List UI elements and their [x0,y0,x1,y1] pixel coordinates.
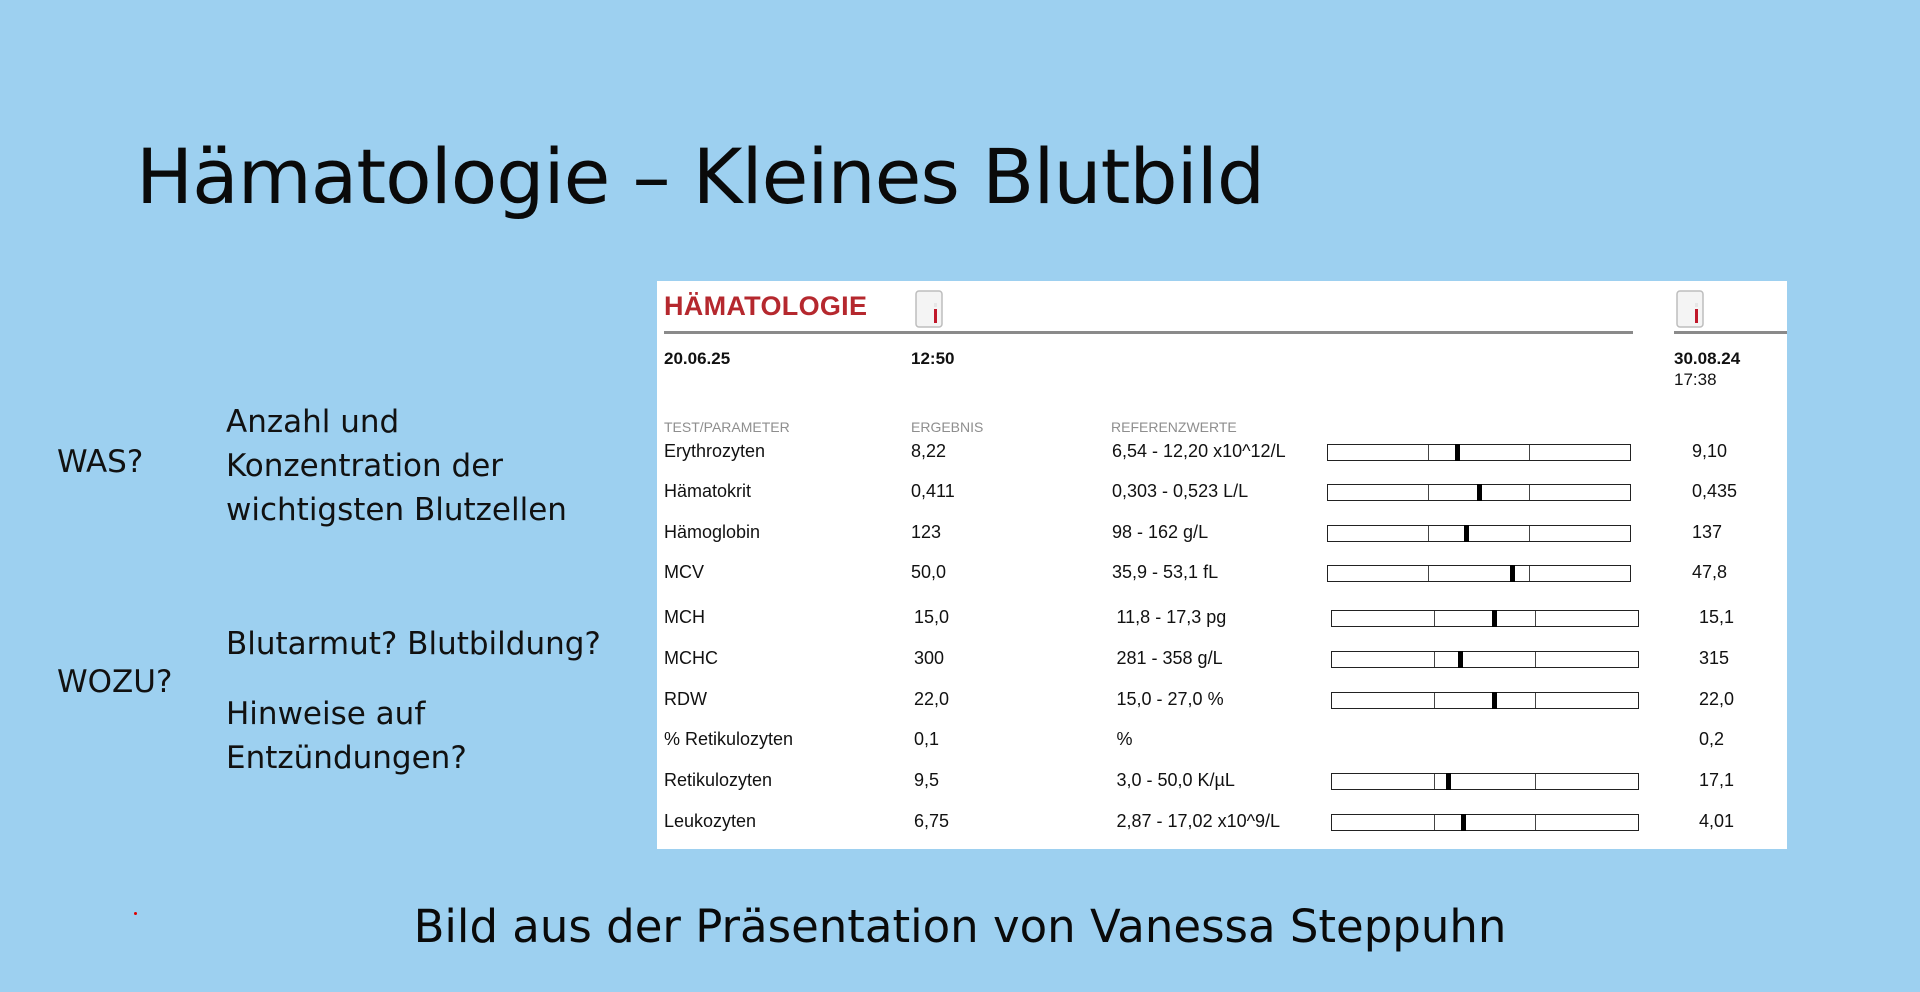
wozu-label: WOZU? [57,664,173,700]
value-marker [1492,692,1497,709]
reference-range-bar [1327,525,1631,542]
reference-range-bar [1331,814,1639,831]
row-result: 9,5 [914,770,940,790]
row-previous-value: 15,1 [1699,607,1735,627]
range-tick [1434,815,1435,830]
row-reference: 6,54 - 12,20 x10^12/L [1112,441,1286,461]
range-tick [1529,526,1530,541]
row-parameter: Hämoglobin [664,522,761,542]
row-reference: 281 - 358 g/L [1116,648,1223,668]
row-result: 0,1 [914,729,940,749]
header-result: ERGEBNIS [911,419,984,435]
row-parameter: Hämatokrit [664,481,752,501]
value-marker [1477,484,1482,501]
row-result: 0,411 [911,481,955,501]
range-tick [1535,815,1536,830]
range-tick [1428,526,1429,541]
value-marker [1510,565,1515,582]
row-reference: 15,0 - 27,0 % [1116,689,1224,709]
range-tick [1434,774,1435,789]
range-tick [1428,485,1429,500]
range-tick [1428,445,1429,460]
wozu-description-2: Hinweise auf Entzündungen? [226,696,467,776]
row-result: 6,75 [914,811,950,831]
row-previous-value: 47,8 [1692,562,1728,582]
row-reference: 98 - 162 g/L [1112,522,1209,542]
row-previous-value: 22,0 [1699,689,1735,709]
range-tick [1529,566,1530,581]
row-result: 123 [911,522,942,542]
row-previous-value: 0,2 [1699,729,1725,749]
was-label: WAS? [57,444,144,480]
row-previous-value: 4,01 [1699,811,1735,831]
report-time: 12:50 [911,349,955,368]
value-marker [1458,651,1463,668]
row-parameter: RDW [664,689,707,709]
row-reference: 2,87 - 17,02 x10^9/L [1116,811,1281,831]
row-result: 300 [914,648,945,668]
range-tick [1535,652,1536,667]
value-marker [1455,444,1460,461]
row-previous-value: 137 [1692,522,1723,542]
row-previous-value: 17,1 [1699,770,1735,790]
range-tick [1529,485,1530,500]
test-tube-icon-previous [1674,289,1706,329]
lab-report-panel [657,281,1787,849]
row-reference: 0,303 - 0,523 L/L [1112,481,1249,501]
row-previous-value: 315 [1699,648,1730,668]
row-parameter: MCV [664,562,704,582]
previous-date: 30.08.24 [1674,349,1741,368]
slide-title: Hämatologie – Kleines Blutbild [136,132,1265,221]
image-caption: Bild aus der Präsentation von Vanessa Steppuhn [413,900,1507,953]
row-previous-value: 9,10 [1692,441,1728,461]
row-parameter: Erythrozyten [664,441,766,461]
row-reference: 35,9 - 53,1 fL [1112,562,1219,582]
header-parameter: TEST/PARAMETER [664,419,790,435]
row-result: 15,0 [914,607,950,627]
value-marker [1446,773,1451,790]
row-reference: % [1116,729,1133,749]
range-tick [1535,611,1536,626]
reference-range-bar [1331,692,1639,709]
value-marker [1492,610,1497,627]
row-reference: 3,0 - 50,0 K/µL [1116,770,1235,790]
reference-range-bar [1327,484,1631,501]
row-parameter: MCH [664,607,705,627]
range-tick [1529,445,1530,460]
heading-rule [664,331,1633,334]
reference-range-bar [1327,444,1631,461]
report-date: 20.06.25 [664,349,731,368]
wozu-description-1: Blutarmut? Blutbildung? [226,626,601,662]
row-reference: 11,8 - 17,3 pg [1116,607,1227,627]
row-previous-value: 0,435 [1692,481,1738,501]
reference-range-bar [1331,651,1639,668]
row-parameter: Retikulozyten [664,770,773,790]
range-tick [1434,693,1435,708]
reference-range-bar [1331,610,1639,627]
range-tick [1428,566,1429,581]
row-parameter: % Retikulozyten [664,729,794,749]
row-result: 50,0 [911,562,947,582]
was-description: Anzahl und Konzentration der wichtigsten Blutzellen [226,404,567,528]
range-tick [1434,611,1435,626]
range-tick [1535,774,1536,789]
row-result: 22,0 [914,689,950,709]
reference-range-bar [1331,773,1639,790]
previous-time: 17:38 [1674,370,1717,389]
test-tube-icon [913,289,945,329]
value-marker [1464,525,1469,542]
value-marker [1461,814,1466,831]
report-heading: HÄMATOLOGIE [664,291,868,321]
header-reference: REFERENZWERTE [1111,419,1237,435]
range-tick [1535,693,1536,708]
range-tick [1434,652,1435,667]
row-parameter: MCHC [664,648,718,668]
heading-rule-previous [1674,331,1787,334]
row-parameter: Leukozyten [664,811,757,831]
reference-range-bar [1327,565,1631,582]
row-result: 8,22 [911,441,947,461]
